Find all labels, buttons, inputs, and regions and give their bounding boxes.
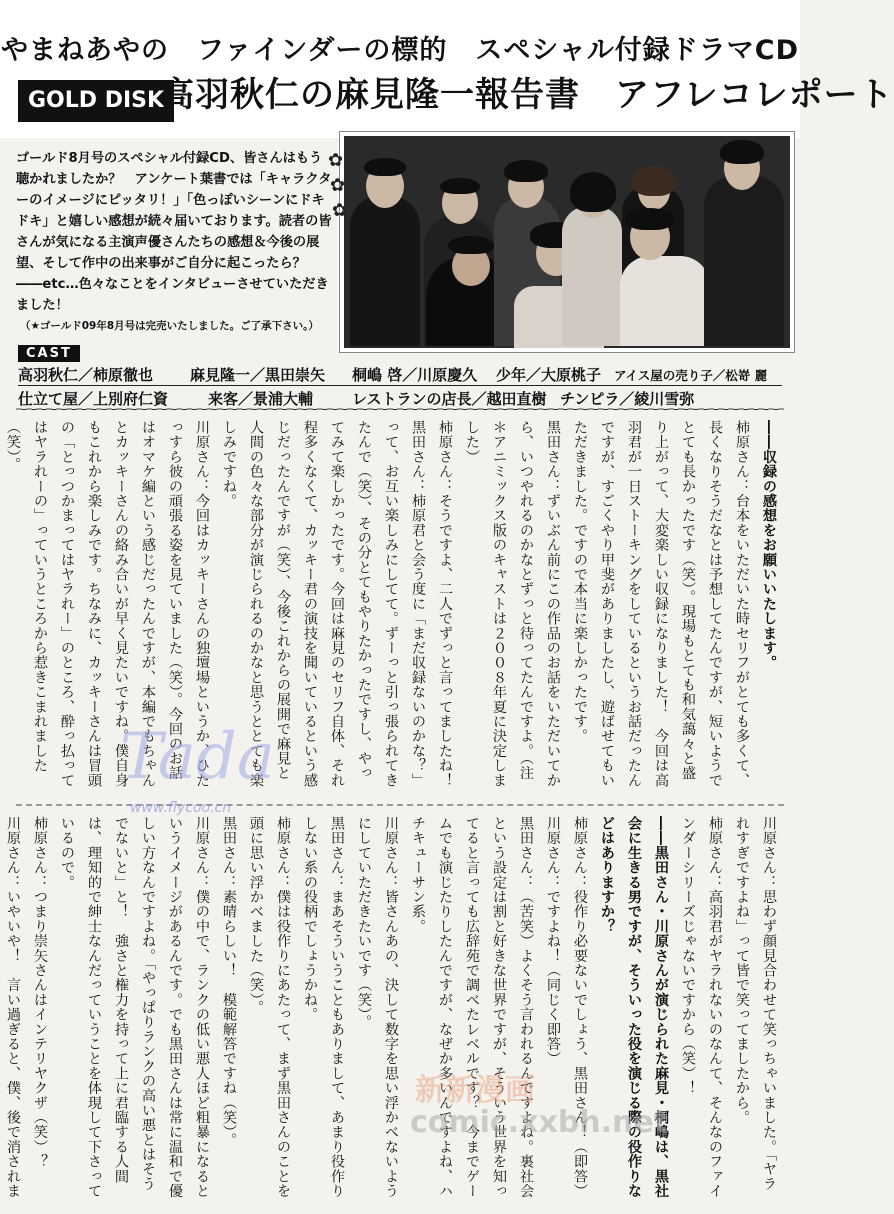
cast-entry: 麻見隆一／黒田崇矢 (190, 366, 326, 384)
photo-hair (570, 172, 616, 212)
header (0, 0, 894, 138)
photo-hat (448, 236, 494, 254)
answer: 川原さん：ですよね！（同じく即答） (545, 816, 561, 1066)
cast-entry: 桐嶋 啓／川原慶久 (352, 366, 478, 384)
gold-disk-badge: GOLD DISK (18, 80, 174, 122)
answer: 柿原さん：高羽君がヤラれないのなんて、そんなのファインダーシリーズじゃないですから（笑）！ (680, 816, 723, 1199)
watermark-url: comic.xxbh.net (410, 1105, 669, 1140)
cast-entry: 高羽秋仁／柿原徹也 (18, 366, 154, 384)
cast-entry: 仕立て屋／上別府仁資 (18, 390, 169, 408)
flower-ornament: ✿ (332, 200, 348, 221)
answer: 川原さん：僕の中で、ランクの低い悪人ほど粗暴になるというイメージがあるんです。でも黒田さんは常に温和で優しい方なんですよね。「やっぱりランクの高い悪とはそうでないと」と！ 強さと権力を持って上に君臨する人間は、理知的で紳士なんだっていうことを体現して下さっているので。 (59, 816, 210, 1199)
photo-person (620, 256, 710, 346)
cast-title: CAST (18, 345, 80, 362)
photo-hair (720, 140, 764, 164)
flower-ornament: ✿ (330, 175, 346, 196)
cast-entry: アイス屋の売り子／松嵜 麗 (614, 368, 768, 383)
photo-hair (504, 160, 548, 182)
watermark-url: www.flycoo.cn (130, 800, 232, 816)
answer: 川原さん：今回はカッキーさんの独壇場というか、ひたっすら彼の頑張る姿を見ていました（笑）。今回のお話はオマケ編という感じだったんですが、本編でもちゃんとカッキーさんの絡み合いが早く見たいですね。僕自身もこれから楽しみです。ちなみに、カッキーさんは冒頭の「とっつかまってはヤラれー」のところ、酔っ払ってはヤラれーの」っていうところから惹きこまれました（笑）。 (5, 420, 210, 788)
photo-person (562, 206, 622, 346)
answer: 柿原さん：役作り必要ないでしょう、黒田さん！（即答） (572, 816, 588, 1199)
divider (16, 408, 784, 410)
question: ――収録の感想をお願いいたします。 (761, 420, 777, 670)
cast-list (18, 342, 782, 410)
photo-person (704, 176, 784, 346)
header-subtitle: やまねあやの ファインダーの標的 スペシャル付録ドラマCD (0, 35, 800, 66)
answer: 川原さん：皆さんあの、決して数字を思い浮かべないようにしていただきたいです（笑）。 (356, 816, 399, 1199)
photo-person (350, 196, 420, 346)
cast-row (18, 362, 782, 386)
header-title: 高羽秋仁の麻見隆一報告書 アフレコレポート (160, 75, 894, 115)
cast-row (18, 386, 782, 410)
interview-text-lower (5, 816, 782, 1200)
interview-lower (5, 816, 782, 1200)
answer: 柿原さん：そうですよ、二人でずっと言ってましたね！ (437, 420, 453, 788)
cast-entry: 来客／景浦大輔 (208, 390, 314, 408)
answer: 柿原さん：僕は役作りにあたって、まず黒田さんのことを頭に思い浮かべました（笑）。 (248, 816, 291, 1199)
watermark-text: 新新漫画 (415, 1073, 535, 1108)
watermark-logo: Tada (120, 720, 275, 794)
cast-group-photo (340, 132, 794, 352)
answer: 柿原さん：つまり崇矢さんはインテリヤクザ（笑）？ (32, 816, 48, 1169)
answer: 川原さん：いやいや！ 言い過ぎると、僕、後で消されま (5, 816, 21, 1199)
answer: 黒田さん：まあそういうこともありまして、あまり役作りしない系の役柄でしょうかね。 (302, 816, 345, 1199)
answer: 川原さん：思わず顔見合わせて笑っちゃいました。「ヤラれすぎですよね」って皆で笑ってましたから。 (734, 816, 777, 1192)
photo-hair (632, 166, 676, 196)
answer: 黒田さん：（苦笑）よくそう言われるんですよね。裏社会という設定は割と好きな世界ですが、そういう世界を知ってると言っても広辞苑で調べたレベルです？ 今までゲームでも演じたりしたんですが、なぜか多いんですよね、ハチキューサン系。 (410, 816, 534, 1199)
intro-text: ゴールド8月号のスペシャル付録CD、皆さんはもう聴かれましたか？ アンケート葉書では「キャラクターのイメージにピッタリ！」「色っぽいシーンにドキドキ」と嬉しい感想が続々届いております。読者の皆さんが気になる主演声優さんたちの感想＆今後の展望、そして作中の出来事がご自分に起こったら？ ――etc…色々なことをインタビューさせていただきました！ (16, 151, 332, 313)
answer: 黒田さん：ずいぶん前にこの作品のお話をいただいてから、いつやれるのかなとずっと待ってたんですよ。（注＊アニミックス版のキャストは２００８年夏に決定しました） (464, 420, 561, 788)
photo-hair (626, 208, 674, 230)
cast-entry: 少年／大原桃子 (496, 366, 602, 384)
answer: 黒田さん：柿原君と会う度に「まだ収録ないのかな？」って、お互い楽しみにしてて。ずーっと引っ張られてきたんで（笑）、その分とてもやりたかったですし、やってみて楽しかったです。今回は麻見のセリフ自体、それ程多くなくて、カッキー君の演技を聞いているという感じだったんですが（笑）、今後これからの展開で麻見と人間の色々な部分が演じられるのかなと思うととても楽しみですね。 (221, 420, 426, 788)
question: ――黒田さん・川原さんが演じられた麻見・桐嶋は、黒社会に生きる男ですが、そういった役を演じる際の役作りなどはありますか？ (599, 816, 669, 1199)
answer: 柿原さん：台本をいただいた時セリフがとても多くて、長くなりそうだなとは予想してたんですが、短いようでとても長かったです（笑）。現場もとても和気藹々と盛り上がって、大変楽しい収録になりました！ 今回は高羽君が一日ストーキングをしているというお話だったんですが、すごくやり甲斐がありましたし、遊ばせてもいただきました。ですので本当に楽しかったです。 (572, 420, 750, 788)
photo-hair (364, 158, 406, 176)
cast-entry: レストランの店長／越田直樹 (352, 390, 547, 408)
photo-hair (440, 178, 480, 194)
flower-ornament: ✿ (328, 150, 344, 171)
answer: 黒田さん：素晴らしい！ 模範解答ですね（笑）。 (221, 816, 237, 1147)
cast-entry: チンピラ／綾川雪弥 (560, 390, 695, 408)
intro-note: （★ゴールド09年8月号は完売いたしました。ご了承下さい。） (20, 320, 319, 332)
